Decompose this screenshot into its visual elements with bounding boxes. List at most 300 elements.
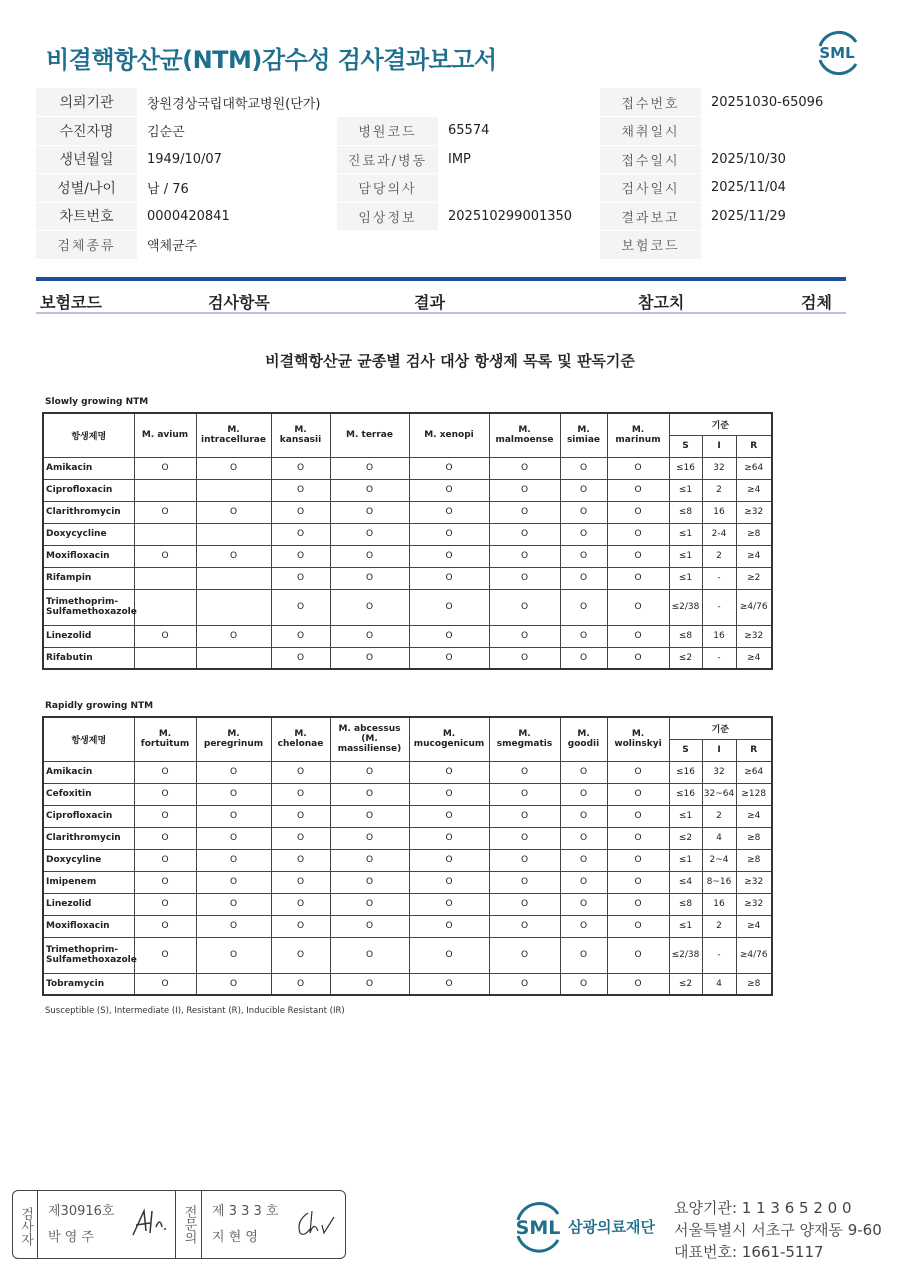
drug-column-header: 항생제명 bbox=[43, 413, 134, 457]
applicability-mark: O bbox=[330, 625, 409, 647]
antibiotic-row bbox=[43, 937, 772, 973]
resistant-value: ≥8 bbox=[736, 973, 772, 995]
antibiotic-name: Amikacin bbox=[43, 457, 134, 479]
species-header: M. xenopi bbox=[409, 413, 489, 457]
applicability-mark: O bbox=[560, 849, 607, 871]
info-label: 임상정보 bbox=[337, 202, 438, 231]
applicability-mark: O bbox=[560, 871, 607, 893]
resistant-value: ≥32 bbox=[736, 893, 772, 915]
applicability-mark: O bbox=[271, 871, 330, 893]
col-specimen: 검체 bbox=[801, 293, 832, 312]
applicability-mark: O bbox=[560, 523, 607, 545]
applicability-mark: O bbox=[134, 937, 196, 973]
applicability-mark: O bbox=[271, 523, 330, 545]
applicability-mark: O bbox=[560, 915, 607, 937]
specialist-name: 지 현 영 bbox=[212, 1230, 258, 1245]
intermediate-value: 2~4 bbox=[702, 849, 736, 871]
antibiotic-name: Rifabutin bbox=[43, 647, 134, 669]
resistant-value: ≥64 bbox=[736, 761, 772, 783]
applicability-mark bbox=[134, 479, 196, 501]
susceptible-value: ≤4 bbox=[669, 871, 702, 893]
sir-header: I bbox=[702, 435, 736, 457]
susceptible-value: ≤8 bbox=[669, 625, 702, 647]
intermediate-value: 2 bbox=[702, 805, 736, 827]
applicability-mark: O bbox=[330, 783, 409, 805]
applicability-mark: O bbox=[271, 827, 330, 849]
applicability-mark: O bbox=[607, 849, 669, 871]
org-phone: 대표번호: 1661-5117 bbox=[674, 1243, 824, 1261]
applicability-mark: O bbox=[409, 457, 489, 479]
applicability-mark: O bbox=[560, 589, 607, 625]
resistant-value: ≥4/76 bbox=[736, 589, 772, 625]
antibiotic-row bbox=[43, 973, 772, 995]
species-header: M. goodii bbox=[560, 717, 607, 761]
intermediate-value: 2 bbox=[702, 915, 736, 937]
antibiotic-name: Trimethoprim-Sulfamethoxazole bbox=[43, 937, 134, 973]
antibiotic-name: Ciprofloxacin bbox=[43, 805, 134, 827]
applicability-mark: O bbox=[489, 827, 560, 849]
specialist-number: 제 3 3 3 호 bbox=[212, 1204, 279, 1219]
applicability-mark: O bbox=[330, 501, 409, 523]
rapid-ntm-table bbox=[42, 716, 773, 996]
applicability-mark: O bbox=[196, 625, 271, 647]
antibiotic-name: Moxifloxacin bbox=[43, 545, 134, 567]
info-label: 보험코드 bbox=[600, 231, 701, 260]
sir-header: S bbox=[669, 435, 702, 457]
applicability-mark: O bbox=[330, 849, 409, 871]
species-header: M. malmoense bbox=[489, 413, 560, 457]
applicability-mark: O bbox=[560, 893, 607, 915]
resistant-value: ≥32 bbox=[736, 625, 772, 647]
antibiotic-row bbox=[43, 479, 772, 501]
applicability-mark: O bbox=[196, 871, 271, 893]
applicability-mark: O bbox=[271, 783, 330, 805]
intermediate-value: 4 bbox=[702, 827, 736, 849]
applicability-mark: O bbox=[330, 567, 409, 589]
applicability-mark: O bbox=[409, 973, 489, 995]
applicability-mark: O bbox=[271, 589, 330, 625]
applicability-mark: O bbox=[409, 625, 489, 647]
info-value bbox=[701, 117, 864, 146]
applicability-mark: O bbox=[196, 501, 271, 523]
applicability-mark: O bbox=[560, 973, 607, 995]
intermediate-value: 32 bbox=[702, 457, 736, 479]
antibiotic-row bbox=[43, 805, 772, 827]
applicability-mark: O bbox=[330, 937, 409, 973]
resistant-value: ≥8 bbox=[736, 849, 772, 871]
info-value: 김순곤 bbox=[137, 117, 337, 146]
antibiotic-row bbox=[43, 501, 772, 523]
species-header: M. mucogenicum bbox=[409, 717, 489, 761]
info-value: IMP bbox=[438, 145, 600, 174]
col-result: 결과 bbox=[414, 293, 445, 312]
antibiotic-name: Clarithromycin bbox=[43, 827, 134, 849]
info-value bbox=[701, 231, 864, 260]
antibiotic-row bbox=[43, 871, 772, 893]
applicability-mark: O bbox=[134, 457, 196, 479]
applicability-mark: O bbox=[560, 937, 607, 973]
susceptible-value: ≤1 bbox=[669, 567, 702, 589]
applicability-mark bbox=[196, 479, 271, 501]
org-address-line: 서울특별시 서초구 양재동 9-60 bbox=[674, 1221, 882, 1239]
applicability-mark: O bbox=[489, 567, 560, 589]
sml-logo bbox=[812, 28, 862, 76]
technician-number: 제30916호 bbox=[48, 1204, 115, 1219]
intermediate-value: 16 bbox=[702, 501, 736, 523]
susceptible-value: ≤1 bbox=[669, 523, 702, 545]
applicability-mark: O bbox=[489, 805, 560, 827]
applicability-mark: O bbox=[271, 805, 330, 827]
criteria-header: 기준 bbox=[669, 413, 772, 435]
susceptible-value: ≤1 bbox=[669, 915, 702, 937]
applicability-mark: O bbox=[271, 761, 330, 783]
sml-foundation-logo bbox=[510, 1198, 566, 1254]
applicability-mark: O bbox=[196, 805, 271, 827]
applicability-mark: O bbox=[607, 973, 669, 995]
antibiotic-name: Clarithromycin bbox=[43, 501, 134, 523]
applicability-mark: O bbox=[330, 827, 409, 849]
info-row bbox=[36, 231, 864, 260]
resistant-value: ≥64 bbox=[736, 457, 772, 479]
applicability-mark: O bbox=[409, 761, 489, 783]
applicability-mark: O bbox=[489, 647, 560, 669]
info-value: 창원경상국립대학교병원(단가) bbox=[137, 88, 337, 117]
applicability-mark: O bbox=[196, 915, 271, 937]
susceptible-value: ≤2/38 bbox=[669, 589, 702, 625]
applicability-mark: O bbox=[607, 567, 669, 589]
susceptible-value: ≤2 bbox=[669, 973, 702, 995]
applicability-mark bbox=[196, 523, 271, 545]
applicability-mark: O bbox=[196, 761, 271, 783]
applicability-mark: O bbox=[607, 783, 669, 805]
intermediate-value: 2 bbox=[702, 479, 736, 501]
antibiotic-row bbox=[43, 589, 772, 625]
applicability-mark: O bbox=[271, 625, 330, 647]
applicability-mark bbox=[196, 589, 271, 625]
specialist-signature bbox=[294, 1207, 338, 1239]
org-name: 삼광의료재단 bbox=[568, 1217, 655, 1236]
applicability-mark: O bbox=[489, 523, 560, 545]
sir-header: S bbox=[669, 739, 702, 761]
intermediate-value: 32 bbox=[702, 761, 736, 783]
sir-header: R bbox=[736, 739, 772, 761]
applicability-mark: O bbox=[607, 625, 669, 647]
susceptible-value: ≤8 bbox=[669, 893, 702, 915]
intermediate-value: 2-4 bbox=[702, 523, 736, 545]
applicability-mark: O bbox=[489, 501, 560, 523]
antibiotic-row bbox=[43, 893, 772, 915]
applicability-mark: O bbox=[560, 783, 607, 805]
applicability-mark: O bbox=[409, 479, 489, 501]
intermediate-value: 32~64 bbox=[702, 783, 736, 805]
info-value: 1949/10/07 bbox=[137, 145, 337, 174]
applicability-mark: O bbox=[560, 827, 607, 849]
info-row bbox=[36, 88, 864, 117]
applicability-mark: O bbox=[409, 783, 489, 805]
applicability-mark: O bbox=[560, 761, 607, 783]
col-test-item: 검사항목 bbox=[208, 293, 270, 312]
applicability-mark: O bbox=[409, 893, 489, 915]
info-row bbox=[36, 117, 864, 146]
col-reference: 참고치 bbox=[638, 293, 685, 312]
applicability-mark: O bbox=[134, 893, 196, 915]
applicability-mark: O bbox=[409, 805, 489, 827]
slow-ntm-caption: Slowly growing NTM bbox=[45, 397, 149, 407]
antibiotic-name: Tobramycin bbox=[43, 973, 134, 995]
info-label: 성별/나이 bbox=[36, 174, 137, 203]
applicability-mark: O bbox=[489, 589, 560, 625]
applicability-mark: O bbox=[409, 501, 489, 523]
info-value: 2025/11/29 bbox=[701, 202, 864, 231]
applicability-mark: O bbox=[607, 915, 669, 937]
applicability-mark: O bbox=[489, 783, 560, 805]
species-header: M. smegmatis bbox=[489, 717, 560, 761]
species-header: M. kansasii bbox=[271, 413, 330, 457]
applicability-mark: O bbox=[134, 805, 196, 827]
applicability-mark: O bbox=[607, 827, 669, 849]
info-label: 생년월일 bbox=[36, 145, 137, 174]
applicability-mark: O bbox=[271, 457, 330, 479]
applicability-mark: O bbox=[134, 501, 196, 523]
antibiotic-name: Moxifloxacin bbox=[43, 915, 134, 937]
applicability-mark: O bbox=[409, 915, 489, 937]
applicability-mark: O bbox=[330, 893, 409, 915]
applicability-mark: O bbox=[196, 973, 271, 995]
applicability-mark: O bbox=[134, 827, 196, 849]
info-label: 진료과/병동 bbox=[337, 145, 438, 174]
info-label: 검사일시 bbox=[600, 174, 701, 203]
antibiotic-row bbox=[43, 567, 772, 589]
applicability-mark: O bbox=[560, 567, 607, 589]
intermediate-value: - bbox=[702, 937, 736, 973]
applicability-mark bbox=[196, 567, 271, 589]
applicability-mark: O bbox=[330, 479, 409, 501]
applicability-mark: O bbox=[560, 479, 607, 501]
applicability-mark: O bbox=[271, 915, 330, 937]
resistant-value: ≥8 bbox=[736, 523, 772, 545]
antibiotic-row bbox=[43, 827, 772, 849]
svg-text:SML: SML bbox=[819, 44, 855, 62]
applicability-mark: O bbox=[607, 457, 669, 479]
applicability-mark: O bbox=[489, 915, 560, 937]
applicability-mark: O bbox=[330, 589, 409, 625]
intermediate-value: - bbox=[702, 567, 736, 589]
applicability-mark: O bbox=[489, 479, 560, 501]
applicability-mark: O bbox=[271, 501, 330, 523]
info-empty bbox=[337, 231, 600, 260]
susceptible-value: ≤1 bbox=[669, 849, 702, 871]
specialist-label: 전문의 bbox=[176, 1191, 202, 1258]
intermediate-value: 2 bbox=[702, 545, 736, 567]
section-title: 비결핵항산균 균종별 검사 대상 항생제 목록 및 판독기준 bbox=[265, 352, 635, 370]
drug-column-header: 항생제명 bbox=[43, 717, 134, 761]
info-label: 접수번호 bbox=[600, 88, 701, 117]
resistant-value: ≥32 bbox=[736, 871, 772, 893]
info-value: 2025/11/04 bbox=[701, 174, 864, 203]
antibiotic-name: Linezolid bbox=[43, 893, 134, 915]
susceptible-value: ≤2 bbox=[669, 647, 702, 669]
resistant-value: ≥4 bbox=[736, 805, 772, 827]
intermediate-value: 16 bbox=[702, 893, 736, 915]
org-code: 요양기관: 1 1 3 6 5 2 0 0 bbox=[674, 1199, 852, 1217]
applicability-mark: O bbox=[409, 545, 489, 567]
criteria-header: 기준 bbox=[669, 717, 772, 739]
applicability-mark: O bbox=[489, 871, 560, 893]
applicability-mark: O bbox=[409, 871, 489, 893]
applicability-mark: O bbox=[196, 545, 271, 567]
antibiotic-name: Trimethoprim-Sulfamethoxazole bbox=[43, 589, 134, 625]
applicability-mark: O bbox=[560, 625, 607, 647]
resistant-value: ≥4 bbox=[736, 545, 772, 567]
resistant-value: ≥4 bbox=[736, 915, 772, 937]
applicability-mark: O bbox=[134, 625, 196, 647]
applicability-mark: O bbox=[607, 501, 669, 523]
antibiotic-row bbox=[43, 647, 772, 669]
applicability-mark: O bbox=[134, 871, 196, 893]
applicability-mark: O bbox=[607, 871, 669, 893]
susceptible-value: ≤8 bbox=[669, 501, 702, 523]
applicability-mark: O bbox=[330, 915, 409, 937]
applicability-mark: O bbox=[607, 805, 669, 827]
info-value bbox=[438, 174, 600, 203]
antibiotic-name: Ciprofloxacin bbox=[43, 479, 134, 501]
antibiotic-name: Amikacin bbox=[43, 761, 134, 783]
applicability-mark: O bbox=[489, 625, 560, 647]
result-header bbox=[36, 290, 846, 314]
legend-note: Susceptible (S), Intermediate (I), Resistant (R), Inducible Resistant (IR) bbox=[45, 1006, 345, 1016]
antibiotic-name: Imipenem bbox=[43, 871, 134, 893]
species-header: M. wolinskyi bbox=[607, 717, 669, 761]
info-value: 남 / 76 bbox=[137, 174, 337, 203]
applicability-mark: O bbox=[134, 973, 196, 995]
applicability-mark: O bbox=[271, 937, 330, 973]
applicability-mark: O bbox=[607, 761, 669, 783]
applicability-mark: O bbox=[409, 647, 489, 669]
applicability-mark: O bbox=[409, 589, 489, 625]
info-label: 의뢰기관 bbox=[36, 88, 137, 117]
applicability-mark: O bbox=[330, 523, 409, 545]
applicability-mark bbox=[196, 647, 271, 669]
info-value: 20251030-65096 bbox=[701, 88, 864, 117]
resistant-value: ≥2 bbox=[736, 567, 772, 589]
species-header: M. terrae bbox=[330, 413, 409, 457]
applicability-mark: O bbox=[489, 545, 560, 567]
applicability-mark: O bbox=[409, 827, 489, 849]
applicability-mark: O bbox=[330, 457, 409, 479]
org-address bbox=[674, 1197, 882, 1263]
applicability-mark: O bbox=[489, 893, 560, 915]
info-label: 차트번호 bbox=[36, 202, 137, 231]
sir-header: I bbox=[702, 739, 736, 761]
applicability-mark bbox=[134, 647, 196, 669]
antibiotic-row bbox=[43, 625, 772, 647]
applicability-mark: O bbox=[607, 523, 669, 545]
applicability-mark bbox=[134, 589, 196, 625]
applicability-mark: O bbox=[330, 871, 409, 893]
applicability-mark: O bbox=[409, 523, 489, 545]
svg-text:SML: SML bbox=[515, 1217, 561, 1239]
susceptible-value: ≤2 bbox=[669, 827, 702, 849]
applicability-mark: O bbox=[489, 457, 560, 479]
intermediate-value: - bbox=[702, 647, 736, 669]
species-header: M. simiae bbox=[560, 413, 607, 457]
antibiotic-row bbox=[43, 761, 772, 783]
antibiotic-row bbox=[43, 783, 772, 805]
info-label: 채취일시 bbox=[600, 117, 701, 146]
info-label: 수진자명 bbox=[36, 117, 137, 146]
applicability-mark: O bbox=[409, 937, 489, 973]
applicability-mark: O bbox=[196, 827, 271, 849]
antibiotic-row bbox=[43, 523, 772, 545]
species-header: M. avium bbox=[134, 413, 196, 457]
applicability-mark: O bbox=[560, 457, 607, 479]
applicability-mark: O bbox=[271, 893, 330, 915]
applicability-mark: O bbox=[607, 589, 669, 625]
applicability-mark: O bbox=[607, 479, 669, 501]
susceptible-value: ≤1 bbox=[669, 805, 702, 827]
patient-info-table bbox=[36, 88, 864, 260]
antibiotic-name: Rifampin bbox=[43, 567, 134, 589]
info-row bbox=[36, 174, 864, 203]
antibiotic-name: Linezolid bbox=[43, 625, 134, 647]
applicability-mark: O bbox=[134, 761, 196, 783]
info-value: 2025/10/30 bbox=[701, 145, 864, 174]
applicability-mark: O bbox=[330, 647, 409, 669]
slow-ntm-table bbox=[42, 412, 773, 670]
col-insurance-code: 보험코드 bbox=[40, 293, 102, 312]
intermediate-value: - bbox=[702, 589, 736, 625]
applicability-mark: O bbox=[196, 937, 271, 973]
info-value: 65574 bbox=[438, 117, 600, 146]
info-label: 검체종류 bbox=[36, 231, 137, 260]
species-header: M. marinum bbox=[607, 413, 669, 457]
species-header: M. peregrinum bbox=[196, 717, 271, 761]
applicability-mark: O bbox=[196, 457, 271, 479]
species-header: M. abcessus (M. massiliense) bbox=[330, 717, 409, 761]
applicability-mark: O bbox=[271, 849, 330, 871]
species-header: M. chelonae bbox=[271, 717, 330, 761]
info-label: 접수일시 bbox=[600, 145, 701, 174]
intermediate-value: 16 bbox=[702, 625, 736, 647]
technician-name: 박 영 주 bbox=[48, 1230, 94, 1245]
info-label: 병원코드 bbox=[337, 117, 438, 146]
applicability-mark: O bbox=[271, 647, 330, 669]
applicability-mark bbox=[134, 567, 196, 589]
rapid-ntm-caption: Rapidly growing NTM bbox=[45, 701, 154, 711]
info-empty bbox=[337, 88, 600, 117]
applicability-mark: O bbox=[330, 973, 409, 995]
sir-header: R bbox=[736, 435, 772, 457]
applicability-mark: O bbox=[560, 501, 607, 523]
divider bbox=[36, 277, 846, 281]
applicability-mark: O bbox=[330, 761, 409, 783]
info-label: 결과보고 bbox=[600, 202, 701, 231]
applicability-mark: O bbox=[560, 805, 607, 827]
applicability-mark: O bbox=[607, 647, 669, 669]
applicability-mark: O bbox=[271, 567, 330, 589]
susceptible-value: ≤16 bbox=[669, 457, 702, 479]
susceptible-value: ≤2/38 bbox=[669, 937, 702, 973]
applicability-mark: O bbox=[607, 937, 669, 973]
resistant-value: ≥128 bbox=[736, 783, 772, 805]
antibiotic-row bbox=[43, 457, 772, 479]
resistant-value: ≥8 bbox=[736, 827, 772, 849]
org-logo-block bbox=[510, 1198, 655, 1254]
susceptible-value: ≤16 bbox=[669, 761, 702, 783]
applicability-mark: O bbox=[560, 545, 607, 567]
susceptible-value: ≤1 bbox=[669, 545, 702, 567]
applicability-mark: O bbox=[134, 915, 196, 937]
